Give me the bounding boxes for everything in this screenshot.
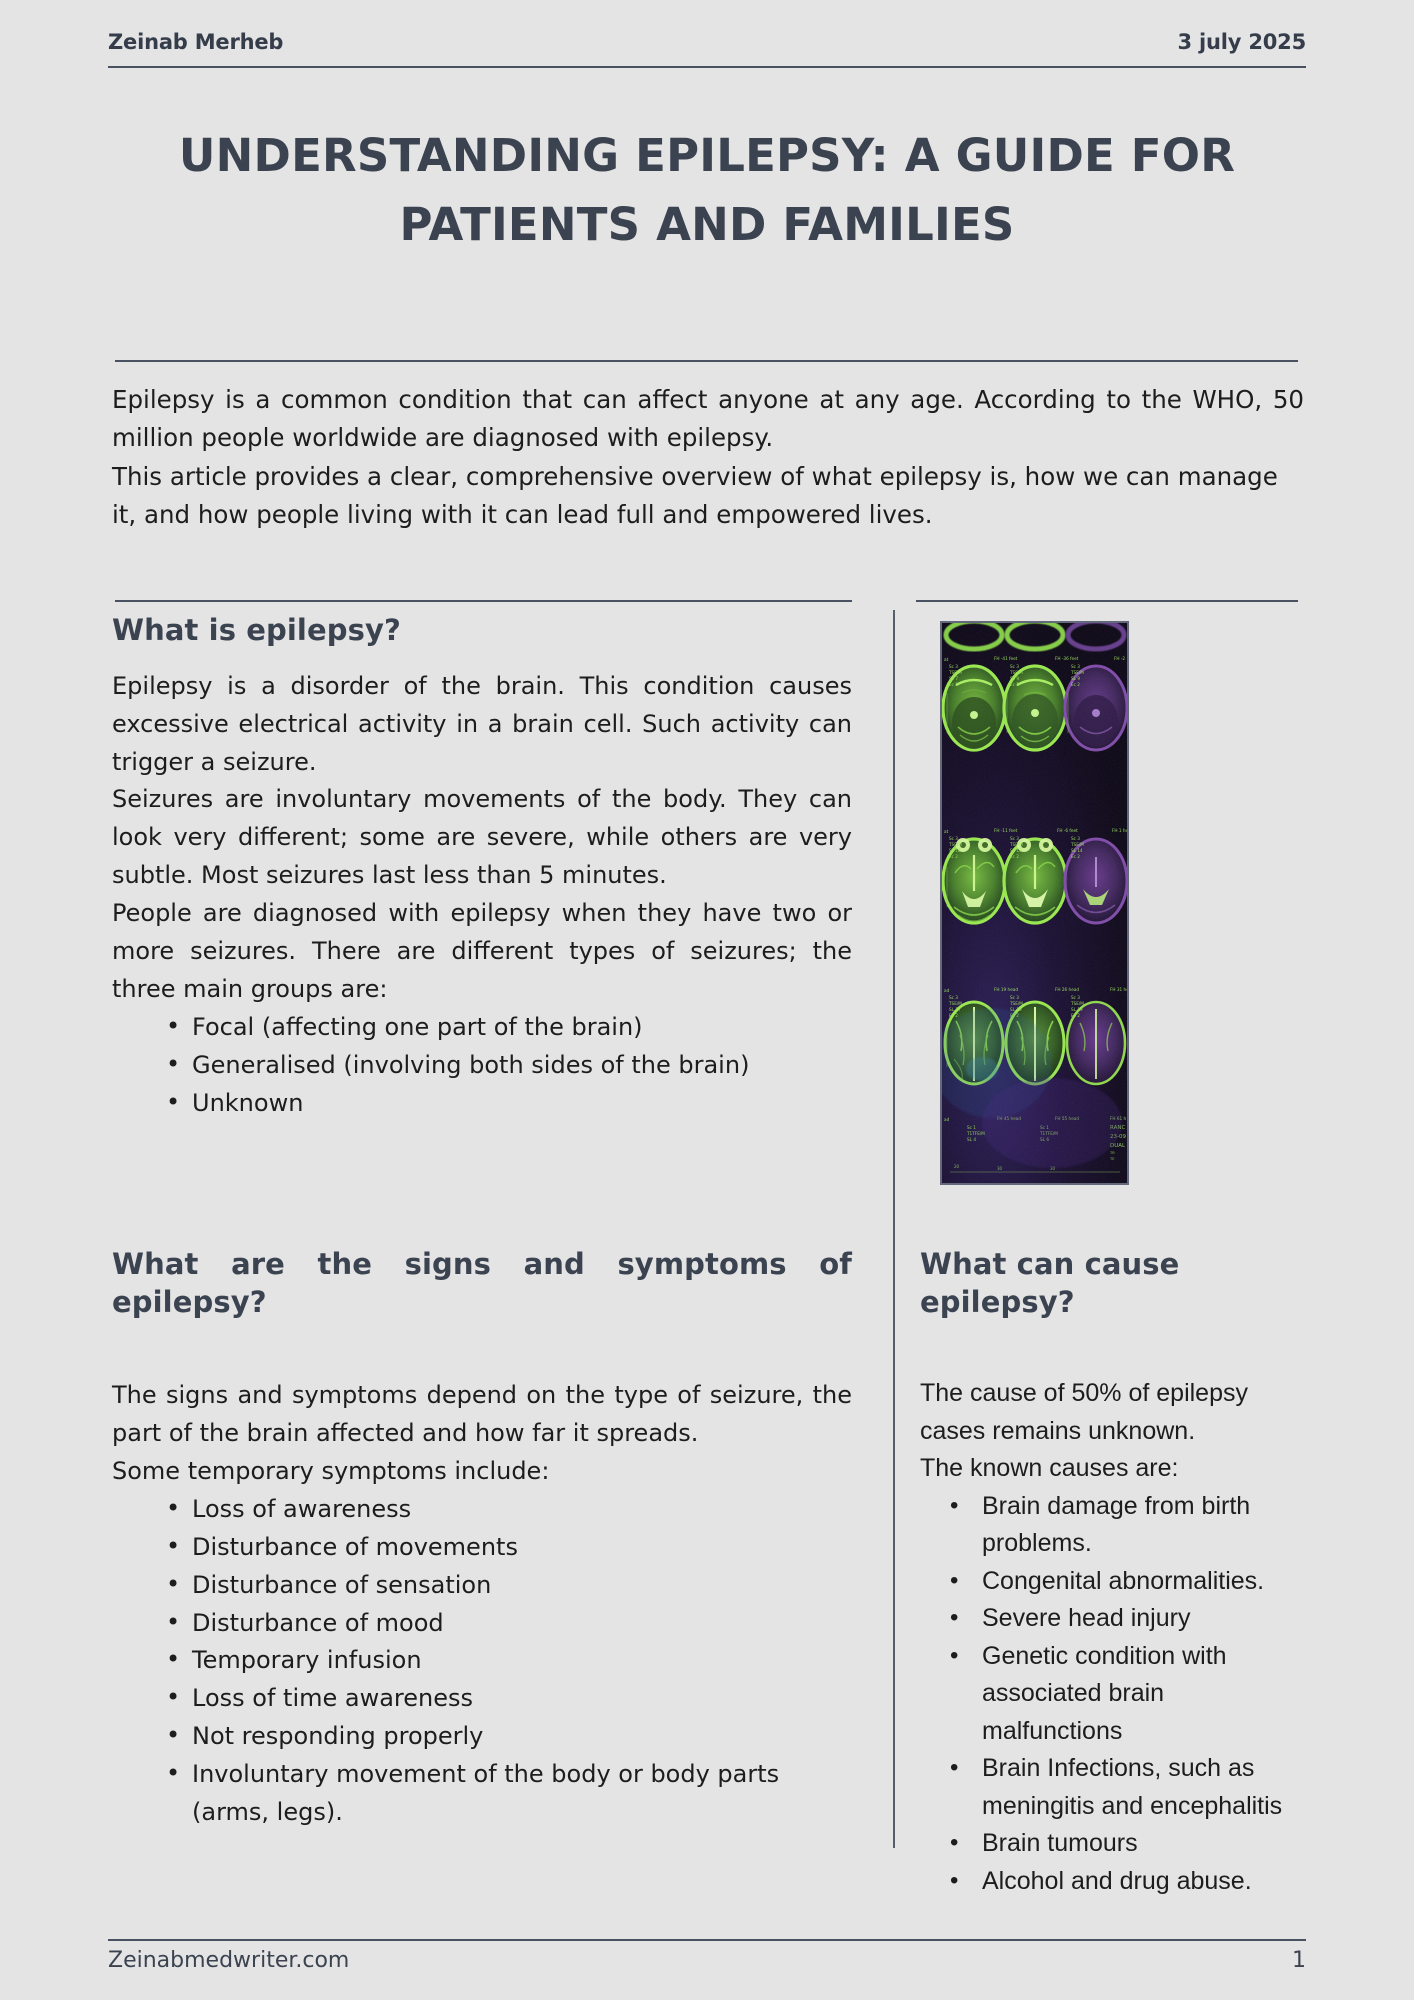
list-item: • Disturbance of mood: [166, 1605, 852, 1643]
list-item: • Unknown: [166, 1085, 852, 1123]
list-item: • Brain Infections, such as meningitis and encephalitis: [950, 1750, 1310, 1825]
title-rule: [115, 360, 1298, 362]
page-title: UNDERSTANDING EPILEPSY: A GUIDE FOR PATIENTS AND FAMILIES: [178, 129, 1236, 251]
list-item: • Brain tumours: [950, 1825, 1310, 1863]
list-item: • Involuntary movement of the body or body parts (arms, legs).: [166, 1756, 852, 1832]
document-footer: [108, 1948, 1306, 1973]
header-rule: [108, 66, 1306, 68]
list-item: • Brain damage from birth problems.: [950, 1488, 1310, 1563]
signs-paragraph-2: Some temporary symptoms include:: [112, 1456, 550, 1485]
list-item: • Temporary infusion: [166, 1642, 852, 1680]
header-date: 3 july 2025: [1177, 30, 1306, 54]
list-item: • Loss of time awareness: [166, 1680, 852, 1718]
header-author: Zeinab Merheb: [108, 30, 284, 54]
intro-block: [112, 381, 1304, 535]
section-what-is-epilepsy: [112, 612, 852, 1123]
signs-bullet-list: [112, 1491, 852, 1832]
section-causes: [920, 1246, 1310, 1900]
section-heading-signs-and-symptoms: What are the signs and symptoms of epilepsy?: [112, 1247, 852, 1319]
intro-paragraph-2: This article provides a clear, comprehensive overview of what epilepsy is, how we can manage it, and how people living with it can lead full and empowered lives.: [112, 461, 1278, 530]
list-item: • Severe head injury: [950, 1600, 1310, 1638]
causes-bullet-list: [920, 1488, 1310, 1901]
section-heading-causes: What can cause epilepsy?: [920, 1247, 1180, 1319]
section-signs-and-symptoms: [112, 1246, 852, 1832]
what-is-paragraph-1: Epilepsy is a disorder of the brain. This condition causes excessive electrical activity in a brain cell. Such activity can trigger a seizure.: [112, 671, 852, 776]
mri-scan-svg: [942, 623, 1127, 1183]
list-item: • Loss of awareness: [166, 1491, 852, 1529]
list-item: • Generalised (involving both sides of the brain): [166, 1047, 852, 1085]
mri-brain-scan-image: [940, 621, 1129, 1185]
list-item: • Disturbance of movements: [166, 1529, 852, 1567]
left-section-rule: [115, 600, 852, 602]
intro-paragraph-1: Epilepsy is a common condition that can affect anyone at any age. According to the WHO, 50 million people worldwide are diagnosed with epilepsy.: [112, 385, 1304, 453]
section-heading-what-is-epilepsy: What is epilepsy?: [112, 613, 401, 647]
footer-website[interactable]: Zeinabmedwriter.com: [108, 1948, 350, 1973]
document-header: [108, 30, 1306, 54]
list-item: • Focal (affecting one part of the brain): [166, 1009, 852, 1047]
list-item: • Alcohol and drug abuse.: [950, 1863, 1310, 1901]
list-item: • Congenital abnormalities.: [950, 1563, 1310, 1601]
causes-paragraph-2: The known causes are:: [920, 1454, 1179, 1483]
list-item: • Not responding properly: [166, 1718, 852, 1756]
causes-paragraph-1: The cause of 50% of epilepsy cases remains unknown.: [920, 1379, 1248, 1445]
what-is-paragraph-3: People are diagnosed with epilepsy when they have two or more seizures. There are different types of seizures; the three main groups are:: [112, 899, 852, 1003]
footer-page-number: 1: [1292, 1948, 1306, 1973]
list-item: • Genetic condition with associated brain malfunctions: [950, 1638, 1310, 1751]
column-divider: [893, 610, 895, 1848]
what-is-paragraph-2: Seizures are involuntary movements of the body. They can look very different; some are severe, while others are very subtle. Most seizures last less than 5 minutes.: [112, 785, 852, 890]
what-is-bullet-list: [112, 1009, 852, 1123]
list-item: • Disturbance of sensation: [166, 1567, 852, 1605]
right-section-rule: [916, 600, 1298, 602]
signs-paragraph-1: The signs and symptoms depend on the type of seizure, the part of the brain affected and how far it spreads.: [112, 1381, 852, 1447]
footer-rule: [108, 1939, 1306, 1941]
